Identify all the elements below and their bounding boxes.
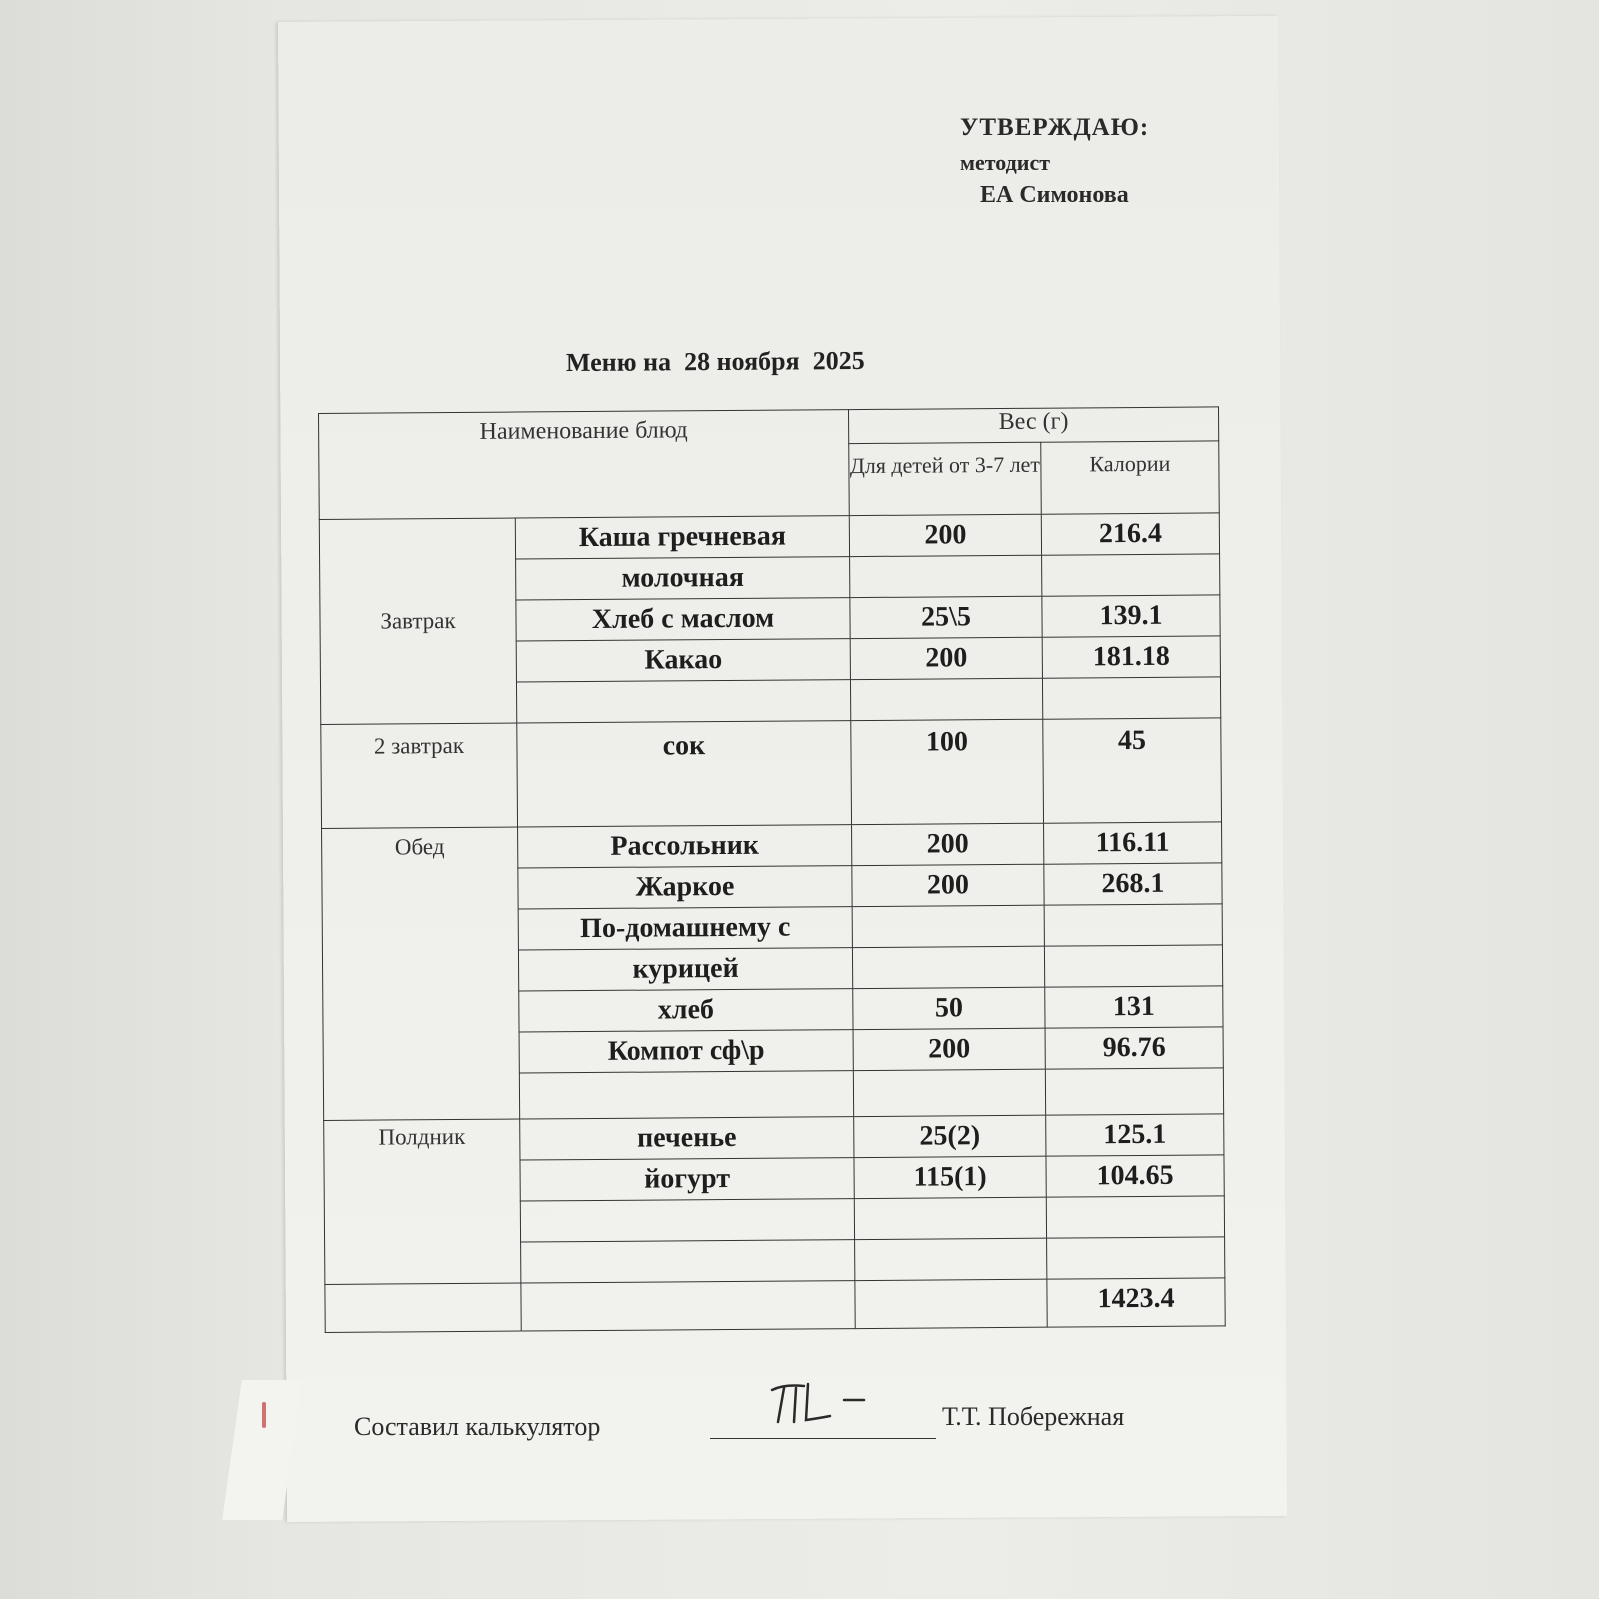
meal-second-breakfast: 2 завтрак	[321, 723, 518, 828]
calories-cell: 125.1	[1046, 1114, 1224, 1156]
calories-cell	[1045, 1068, 1223, 1115]
total-row	[325, 1278, 1225, 1333]
calories-cell	[1047, 1237, 1225, 1279]
calories-cell: 131	[1045, 986, 1223, 1028]
header-children: Для детей от 3-7 лет	[849, 442, 1042, 515]
weight-cell	[852, 946, 1044, 988]
menu-table	[318, 406, 1226, 1333]
table-row	[322, 822, 1222, 870]
approval-heading: УТВЕРЖДАЮ:	[960, 114, 1150, 141]
calories-cell: 96.76	[1045, 1027, 1223, 1069]
total-empty-cell	[855, 1279, 1047, 1328]
total-empty-cell	[325, 1283, 521, 1332]
dish-cell	[519, 1071, 853, 1119]
calories-cell: 216.4	[1041, 513, 1219, 555]
meal-snack: Полдник	[324, 1119, 521, 1284]
dish-cell: Рассольник	[518, 825, 852, 868]
handwritten-signature	[764, 1376, 874, 1436]
header-calories: Калории	[1041, 441, 1220, 514]
meal-breakfast: Завтрак	[319, 518, 516, 724]
dish-cell: По-домашнему с	[518, 907, 852, 950]
weight-cell: 200	[849, 514, 1041, 556]
calories-cell	[1042, 677, 1220, 719]
weight-cell	[854, 1197, 1046, 1239]
header-weight: Вес (г)	[848, 407, 1218, 444]
weight-cell: 200	[850, 637, 1042, 679]
signature-line	[710, 1438, 936, 1439]
dish-cell	[516, 680, 850, 723]
red-mark	[262, 1402, 266, 1428]
calories-cell: 116.11	[1044, 822, 1222, 864]
approval-position: методист	[960, 150, 1051, 175]
compiler-name: Т.Т. Побережная	[942, 1402, 1125, 1431]
weight-cell: 200	[852, 823, 1044, 865]
weight-cell: 200	[853, 1028, 1045, 1070]
dish-cell: Компот сф\р	[519, 1030, 853, 1073]
table-row	[324, 1114, 1224, 1162]
dish-cell: сок	[517, 721, 852, 827]
weight-cell	[850, 678, 1042, 720]
table-row	[319, 513, 1219, 561]
weight-cell: 25(2)	[854, 1115, 1046, 1157]
footer-signature-row	[354, 1400, 1214, 1460]
weight-cell	[853, 1069, 1045, 1116]
meal-lunch: Обед	[322, 827, 520, 1120]
dish-cell: печенье	[520, 1117, 854, 1160]
calories-cell	[1044, 904, 1222, 946]
weight-cell: 50	[853, 987, 1045, 1029]
page-title: Меню на 28 ноября 2025	[565, 345, 865, 378]
calories-cell	[1046, 1196, 1224, 1238]
approval-block	[960, 114, 1149, 209]
total-calories: 1423.4	[1047, 1278, 1225, 1327]
calories-cell	[1042, 554, 1220, 596]
weight-cell	[855, 1238, 1047, 1280]
weight-cell	[850, 555, 1042, 597]
calories-cell	[1044, 945, 1222, 987]
dish-cell	[520, 1199, 854, 1242]
dish-cell: Каша гречневая	[515, 516, 849, 559]
calories-cell: 139.1	[1042, 595, 1220, 637]
total-empty-cell	[521, 1281, 855, 1331]
compiler-label: Составил калькулятор	[354, 1412, 601, 1441]
dish-cell: йогурт	[520, 1158, 854, 1201]
weight-cell: 115(1)	[854, 1156, 1046, 1198]
calories-cell: 104.65	[1046, 1155, 1224, 1197]
dish-cell: молочная	[516, 557, 850, 600]
weight-cell: 25\5	[850, 596, 1042, 638]
weight-cell: 100	[851, 719, 1044, 824]
menu-table-wrap	[318, 406, 1225, 1333]
dish-cell: Жаркое	[518, 866, 852, 909]
header-dish-name: Наименование блюд	[319, 410, 850, 520]
approval-name: ЕА Симонова	[980, 182, 1129, 208]
dish-cell: курицей	[518, 948, 852, 991]
table-row	[321, 718, 1222, 829]
dish-cell: хлеб	[519, 989, 853, 1032]
calories-cell: 268.1	[1044, 863, 1222, 905]
dish-cell	[521, 1240, 855, 1283]
weight-cell	[852, 905, 1044, 947]
dish-cell: Какао	[516, 639, 850, 682]
weight-cell: 200	[852, 864, 1044, 906]
calories-cell: 45	[1043, 718, 1222, 823]
calories-cell: 181.18	[1042, 636, 1220, 678]
dish-cell: Хлеб с маслом	[516, 598, 850, 641]
